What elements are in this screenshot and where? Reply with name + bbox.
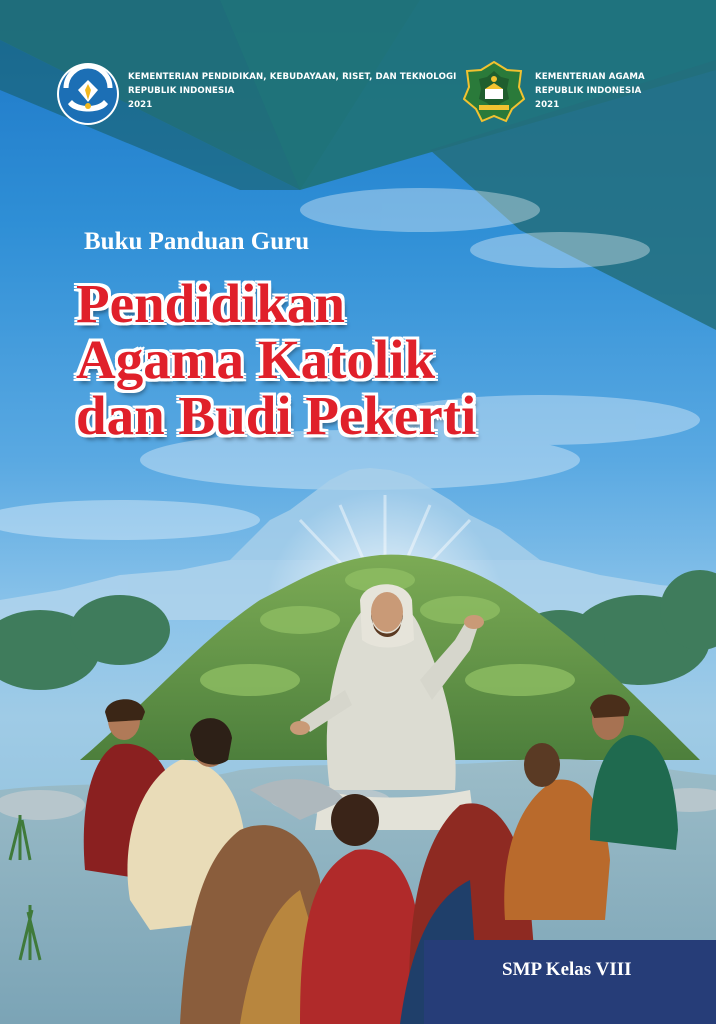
publisher-left-line: KEMENTERIAN PENDIDIKAN, KEBUDAYAAN, RISET, DAN TEKNOLOGI	[128, 72, 457, 82]
publisher-right-line: REPUBLIK INDONESIA	[535, 86, 642, 96]
publisher-left	[128, 70, 456, 112]
tut-wuri-logo	[56, 62, 120, 126]
grade-badge	[424, 940, 716, 1024]
publisher-right-line: KEMENTERIAN AGAMA	[535, 72, 645, 82]
title-line: Pendidikan	[76, 273, 346, 334]
grade-label: SMP Kelas VIII	[502, 959, 632, 980]
publisher-left-line: REPUBLIK INDONESIA	[128, 86, 235, 96]
publisher-left-line: 2021	[128, 100, 153, 110]
publisher-right-line: 2021	[535, 100, 560, 110]
title-line: Agama Katolik	[76, 329, 436, 390]
book-subtitle: Buku Panduan Guru	[84, 228, 310, 255]
kemenag-emblem-icon	[463, 61, 525, 123]
book-title	[76, 273, 477, 446]
tut-wuri-emblem-icon	[56, 62, 120, 126]
publisher-right	[535, 70, 645, 112]
kemenag-logo	[463, 61, 525, 123]
title-line: dan Budi Pekerti	[76, 385, 477, 446]
